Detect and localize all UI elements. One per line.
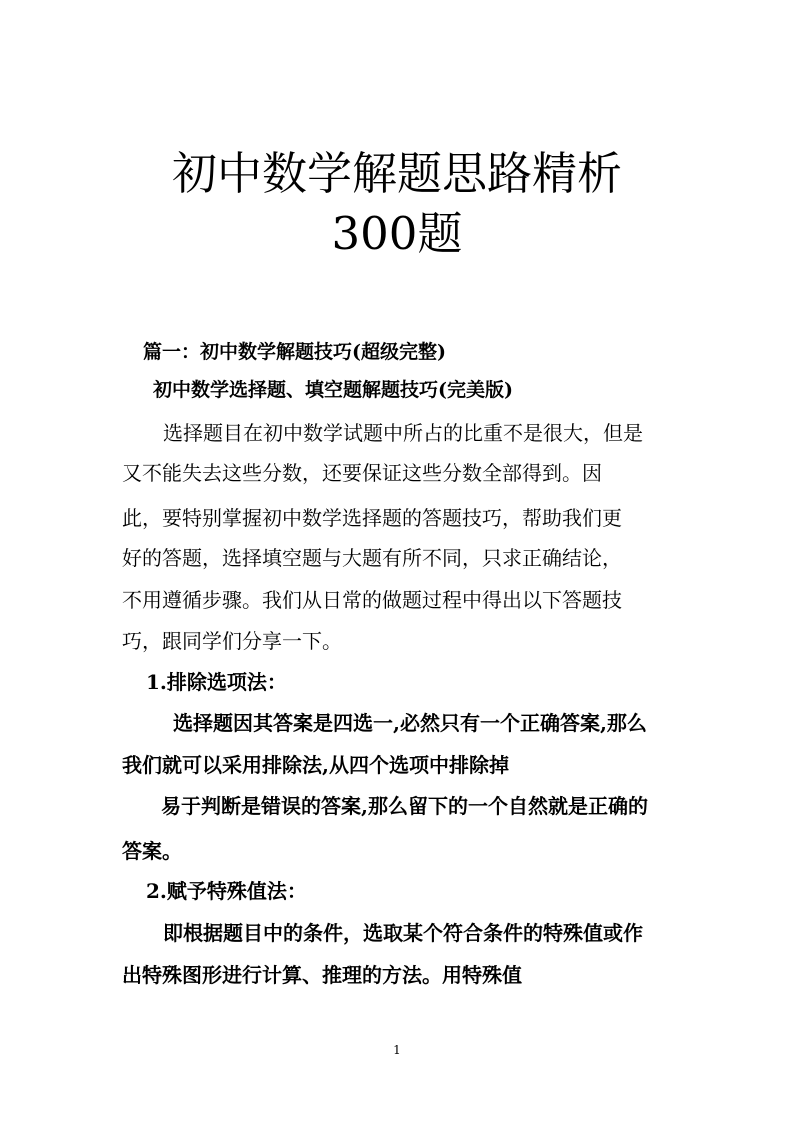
heading-chapter-one: 篇一：初中数学解题技巧(超级完整) — [143, 341, 446, 363]
document-title-line-2: 300题 — [331, 207, 463, 260]
intro-line-3: 此，要特别掌握初中数学选择题的答题技巧，帮助我们更 — [122, 506, 622, 530]
intro-line-1: 选择题目在初中数学试题中所占的比重不是很大，但是 — [163, 421, 643, 445]
section-1-line-4: 答案。 — [122, 839, 182, 863]
section-1-line-1: 选择题因其答案是四选一,必然只有一个正确答案,那么 — [173, 711, 647, 735]
intro-line-6: 巧，跟同学们分享一下。 — [122, 629, 342, 653]
section-1-line-3: 易于判断是错误的答案,那么留下的一个自然就是正确的 — [161, 794, 648, 818]
page-number: 1 — [393, 1043, 401, 1057]
section-1-line-2: 我们就可以采用排除法,从四个选项中排除掉 — [122, 753, 509, 777]
heading-choice-fill-tips: 初中数学选择题、填空题解题技巧(完美版) — [153, 379, 513, 401]
intro-line-5: 不用遵循步骤。我们从日常的做题过程中得出以下答题技 — [122, 588, 622, 612]
section-2-line-1: 即根据题目中的条件，选取某个符合条件的特殊值或作 — [163, 921, 643, 945]
section-2-heading: 2.赋予特殊值法： — [146, 879, 307, 903]
document-title-line-1: 初中数学解题思路精析 — [171, 147, 622, 200]
section-2-line-2: 出特殊图形进行计算、推理的方法。用特殊值 — [122, 963, 522, 987]
intro-line-2: 又不能失去这些分数，还要保证这些分数全部得到。因 — [122, 461, 602, 485]
intro-line-4: 好的答题，选择填空题与大题有所不同，只求正确结论， — [122, 546, 622, 570]
section-1-heading: 1.排除选项法： — [146, 670, 287, 694]
